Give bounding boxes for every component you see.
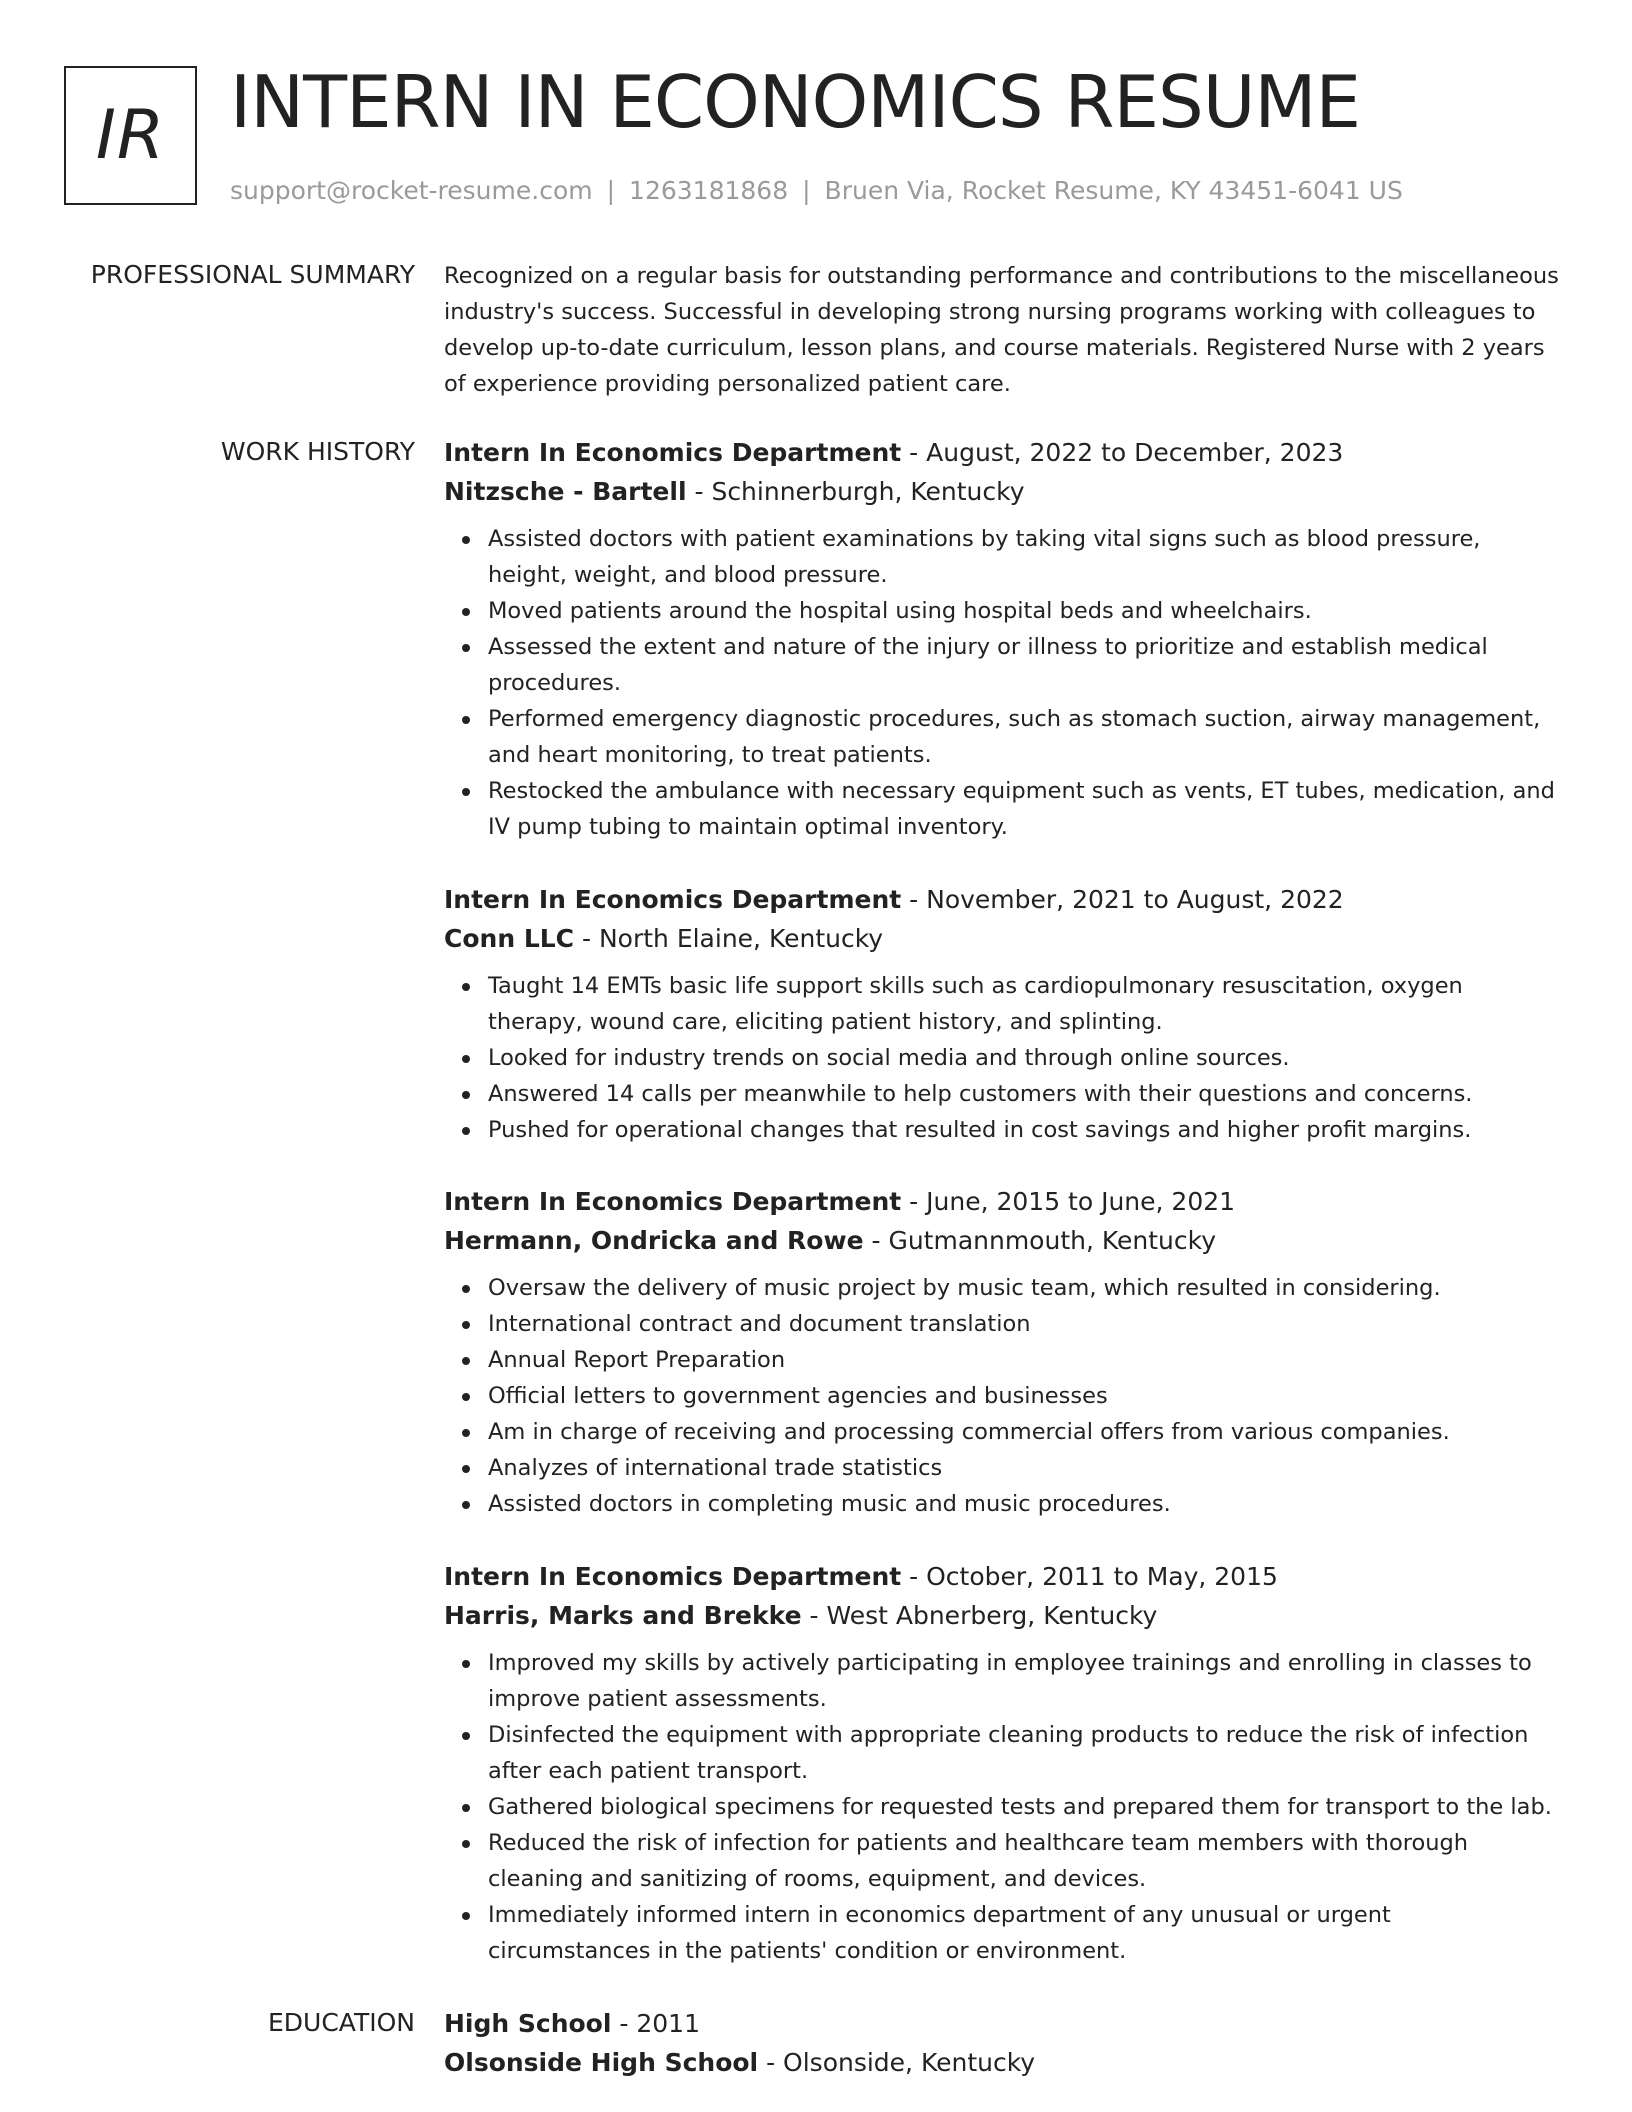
contact-line — [230, 174, 1403, 208]
job-bullet: International contract and document translation — [488, 1306, 1559, 1342]
job-bullet: Improved my skills by actively participating in employee trainings and enrolling in classes to improve patient assessments. — [488, 1645, 1559, 1717]
job-entry — [444, 433, 1559, 845]
job-bullet: Immediately informed intern in economics department of any unusual or urgent circumstances in the patients' condition or environment. — [488, 1897, 1559, 1969]
education-school-line — [444, 2043, 1559, 2082]
job-dates: - October, 2011 to May, 2015 — [901, 1562, 1278, 1591]
section-label-work-history: WORK HISTORY — [220, 437, 415, 466]
job-dates: - August, 2022 to December, 2023 — [901, 438, 1344, 467]
education-degree: High School — [444, 2009, 612, 2038]
job-company-line — [444, 1596, 1559, 1635]
job-location: - Schinnerburgh, Kentucky — [686, 477, 1025, 506]
job-bullet: Restocked the ambulance with necessary equipment such as vents, ET tubes, medication, and IV pump tubing to maintain optimal inventory. — [488, 773, 1559, 845]
job-location: - North Elaine, Kentucky — [574, 924, 884, 953]
job-bullet-list — [444, 521, 1559, 845]
summary-section — [444, 258, 1559, 402]
job-title-line — [444, 880, 1559, 919]
resume-title: INTERN IN ECONOMICS RESUME — [230, 60, 1361, 144]
job-title: Intern In Economics Department — [444, 1562, 902, 1591]
job-company-line — [444, 919, 1559, 958]
job-bullet: Answered 14 calls per meanwhile to help customers with their questions and concerns. — [488, 1076, 1559, 1112]
job-company: Harris, Marks and Brekke — [444, 1601, 802, 1630]
job-bullet-list — [444, 1645, 1559, 1969]
job-bullet: Analyzes of international trade statistics — [488, 1450, 1559, 1486]
education-year: - 2011 — [611, 2009, 700, 2038]
job-entry — [444, 880, 1559, 1148]
job-bullet: Oversaw the delivery of music project by music team, which resulted in considering. — [488, 1270, 1559, 1306]
education-degree-line — [444, 2004, 1559, 2043]
job-company-line — [444, 1221, 1559, 1260]
job-bullet: Official letters to government agencies and businesses — [488, 1378, 1559, 1414]
job-dates: - November, 2021 to August, 2022 — [901, 885, 1344, 914]
job-company: Nitzsche - Bartell — [444, 477, 687, 506]
job-title-line — [444, 433, 1559, 472]
education-location: - Olsonside, Kentucky — [758, 2048, 1036, 2077]
job-bullet: Taught 14 EMTs basic life support skills such as cardiopulmonary resuscitation, oxygen therapy, wound care, eliciting patient history, and splinting. — [488, 968, 1559, 1040]
contact-email: support@rocket-resume.com — [230, 176, 593, 205]
job-bullet: Pushed for operational changes that resulted in cost savings and higher profit margins. — [488, 1112, 1559, 1148]
job-company: Conn LLC — [444, 924, 575, 953]
contact-separator: | — [606, 176, 616, 205]
contact-address: Bruen Via, Rocket Resume, KY 43451-6041 US — [824, 176, 1403, 205]
job-bullet: Gathered biological specimens for requested tests and prepared them for transport to the lab. — [488, 1789, 1559, 1825]
education-school: Olsonside High School — [444, 2048, 759, 2077]
job-title: Intern In Economics Department — [444, 438, 902, 467]
job-company-line — [444, 472, 1559, 511]
job-bullet: Assisted doctors with patient examinations by taking vital signs such as blood pressure, height, weight, and blood pressure. — [488, 521, 1559, 593]
job-bullet: Annual Report Preparation — [488, 1342, 1559, 1378]
job-title-line — [444, 1557, 1559, 1596]
job-bullet: Disinfected the equipment with appropriate cleaning products to reduce the risk of infection after each patient transport. — [488, 1717, 1559, 1789]
job-bullet: Reduced the risk of infection for patients and healthcare team members with thorough cleaning and sanitizing of rooms, equipment, and devices. — [488, 1825, 1559, 1897]
job-bullet: Assisted doctors in completing music and music procedures. — [488, 1486, 1559, 1522]
job-location: - Gutmannmouth, Kentucky — [863, 1226, 1217, 1255]
section-label-summary: PROFESSIONAL SUMMARY — [90, 260, 415, 289]
summary-text: Recognized on a regular basis for outstanding performance and contributions to the miscellaneous industry's success. Successful in developing strong nursing programs working with colleagues to develop up-to-date curriculum, lesson plans, and course materials. Registered Nurse with 2 years of experience providing personalized patient care. — [444, 263, 1559, 397]
contact-separator: | — [802, 176, 811, 205]
job-title: Intern In Economics Department — [444, 1187, 902, 1216]
job-bullet-list — [444, 968, 1559, 1148]
job-company: Hermann, Ondricka and Rowe — [444, 1226, 864, 1255]
contact-phone: 1263181868 — [629, 176, 789, 205]
job-bullet: Moved patients around the hospital using hospital beds and wheelchairs. — [488, 593, 1559, 629]
monogram-logo: IR — [64, 66, 197, 205]
job-bullet: Assessed the extent and nature of the injury or illness to prioritize and establish medical procedures. — [488, 629, 1559, 701]
job-entry — [444, 1182, 1559, 1522]
job-bullet: Performed emergency diagnostic procedures, such as stomach suction, airway management, and heart monitoring, to treat patients. — [488, 701, 1559, 773]
section-label-education: EDUCATION — [268, 2008, 415, 2037]
job-dates: - June, 2015 to June, 2021 — [901, 1187, 1236, 1216]
job-entry — [444, 1557, 1559, 1969]
job-title-line — [444, 1182, 1559, 1221]
education-entry — [444, 2004, 1559, 2082]
job-bullet: Am in charge of receiving and processing commercial offers from various companies. — [488, 1414, 1559, 1450]
job-title: Intern In Economics Department — [444, 885, 902, 914]
job-bullet: Looked for industry trends on social media and through online sources. — [488, 1040, 1559, 1076]
job-location: - West Abnerberg, Kentucky — [801, 1601, 1158, 1630]
job-bullet-list — [444, 1270, 1559, 1522]
